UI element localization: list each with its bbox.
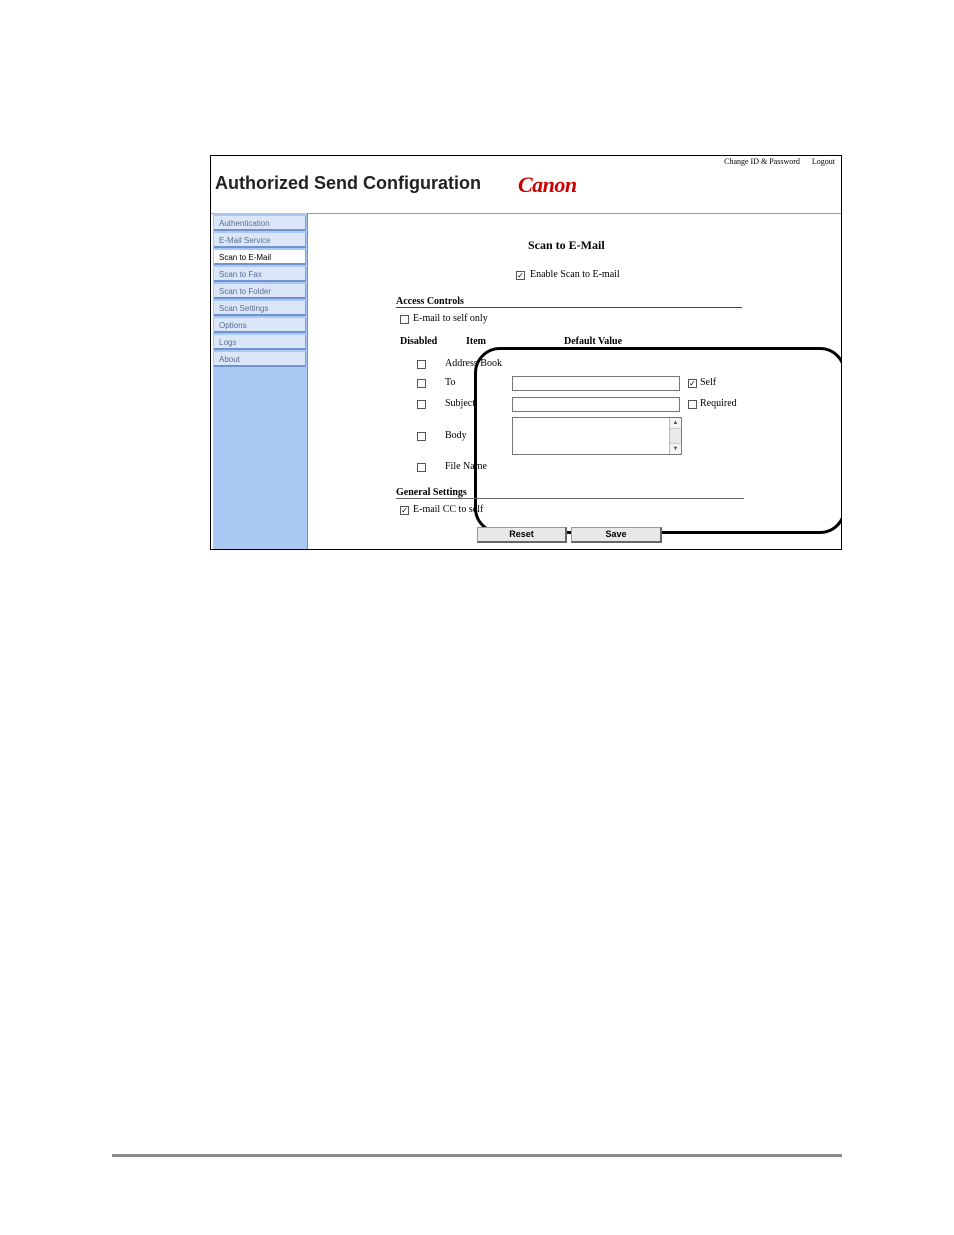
file-name-label: File Name	[445, 461, 487, 472]
sidebar-item-email-service[interactable]: E-Mail Service	[214, 233, 306, 248]
to-self-checkbox[interactable]	[688, 379, 697, 388]
general-settings-divider	[396, 498, 744, 499]
file-name-disabled-checkbox[interactable]	[417, 463, 426, 472]
body-label: Body	[445, 430, 467, 441]
arrow-down-icon[interactable]: ▼	[670, 443, 681, 454]
sidebar-item-about[interactable]: About	[214, 352, 306, 367]
to-self-label: Self	[700, 377, 717, 388]
address-book-label: Address Book	[445, 358, 502, 369]
cc-to-self-label: E-mail CC to self	[413, 504, 484, 515]
self-only-label: E-mail to self only	[413, 313, 488, 324]
sidebar-item-logs[interactable]: Logs	[214, 335, 306, 350]
sidebar-item-scan-settings[interactable]: Scan Settings	[214, 301, 306, 316]
header-links	[714, 157, 835, 166]
enable-scan-label: Enable Scan to E-mail	[530, 269, 620, 280]
subject-required-label: Required	[700, 398, 737, 409]
sidebar-item-authentication[interactable]: Authentication	[214, 216, 306, 231]
general-settings-title: General Settings	[396, 487, 467, 498]
body-textarea[interactable]	[512, 417, 682, 455]
enable-scan-checkbox[interactable]	[516, 271, 525, 280]
save-button[interactable]: Save	[571, 527, 662, 543]
checkmark-icon: ✓	[517, 271, 524, 280]
to-disabled-checkbox[interactable]	[417, 379, 426, 388]
arrow-up-icon[interactable]: ▲	[670, 418, 681, 429]
subject-input[interactable]	[512, 397, 680, 412]
sidebar	[213, 213, 307, 549]
to-label: To	[445, 377, 456, 388]
logout-link[interactable]: Logout	[811, 157, 835, 166]
col-header-default-value: Default Value	[564, 336, 623, 347]
header	[211, 156, 841, 214]
col-header-item: Item	[466, 336, 486, 347]
checkmark-icon: ✓	[689, 379, 696, 388]
to-input[interactable]	[512, 376, 680, 391]
app-window	[210, 155, 842, 550]
change-id-password-link[interactable]: Change ID & Password	[724, 157, 800, 166]
page-heading: Authorized Send Configuration	[215, 173, 481, 193]
col-header-disabled: Disabled	[400, 336, 438, 347]
address-book-disabled-checkbox[interactable]	[417, 360, 426, 369]
sidebar-item-scan-to-folder[interactable]: Scan to Folder	[214, 284, 306, 299]
sidebar-item-scan-to-fax[interactable]: Scan to Fax	[214, 267, 306, 282]
section-title: Scan to E-Mail	[528, 238, 605, 252]
access-controls-divider	[396, 307, 742, 308]
checkmark-icon: ✓	[401, 506, 408, 515]
access-controls-title: Access Controls	[396, 296, 464, 307]
body-disabled-checkbox[interactable]	[417, 432, 426, 441]
canon-logo: Canon	[518, 172, 577, 197]
reset-button[interactable]: Reset	[477, 527, 567, 543]
self-only-checkbox[interactable]	[400, 315, 409, 324]
footer-divider	[112, 1154, 842, 1157]
body-scrollbar[interactable]	[669, 418, 681, 454]
subject-required-checkbox[interactable]	[688, 400, 697, 409]
cc-to-self-checkbox[interactable]	[400, 506, 409, 515]
sidebar-item-options[interactable]: Options	[214, 318, 306, 333]
subject-disabled-checkbox[interactable]	[417, 400, 426, 409]
main-content	[307, 213, 841, 549]
sidebar-item-scan-to-email[interactable]: Scan to E-Mail	[214, 250, 306, 265]
subject-label: Subject	[445, 398, 475, 409]
